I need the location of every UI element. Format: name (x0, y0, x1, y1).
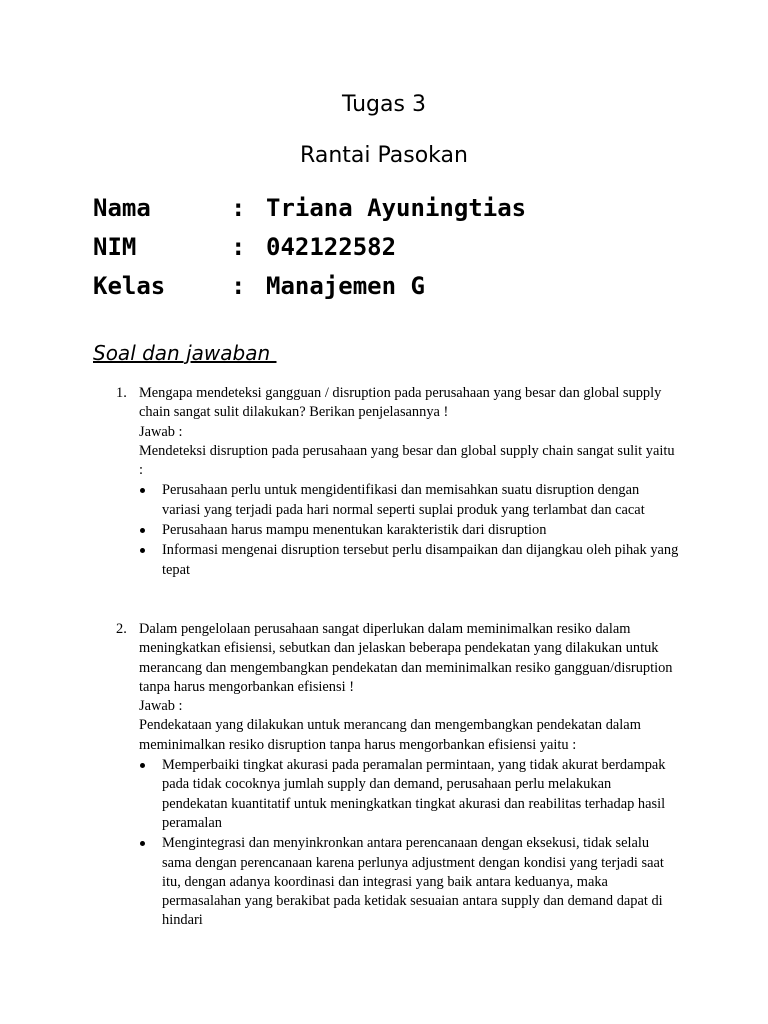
bullet-text: Memperbaiki tingkat akurasi pada peramalan permintaan, yang tidak akurat berdampak pada tidak cocoknya jumlah supply dan demand, perusahaan perlu melakukan pendekatan kuantitatif untuk meningkatkan tingkat akurasi dan reabilitas terhadap hasil peramalan (162, 757, 666, 831)
bullet-text: Mengintegrasi dan menyinkronkan antara perencanaan dengan eksekusi, tidak selalu sama dengan perencanaan karena perlunya adjustment dengan kondisi yang terjadi saat itu, dengan adanya koordinasi dan integrasi yang baik antara keduanya, maka permasalahan yang berakibat pada ketidak sesuaian antara supply dan demand dapat di hindari (162, 835, 664, 929)
student-info (93, 193, 526, 310)
bullet-text: Perusahaan perlu untuk mengidentifikasi dan memisahkan suatu disruption dengan variasi yang terjadi pada hari normal seperti suplai produk yang terlambat dan cacat (162, 482, 645, 518)
question-item (0, 384, 679, 580)
document-subtitle: Rantai Pasokan (300, 143, 468, 168)
answer-bullet-list (139, 481, 679, 579)
section-heading: Soal dan jawaban (93, 341, 277, 365)
nim-value: 042122582 (266, 233, 397, 261)
question-text: Dalam pengelolaan perusahaan sangat diperlukan dalam meminimalkan resiko dalam meningkatkan efisiensi, sebutkan dan jelaskan beberapa pendekatan yang dilakukan untuk merancang dan mengembangkan pendekatan dan meminimalkan resiko gangguan/disruption tanpa harus mengorbankan efisiensi ! (139, 621, 673, 695)
class-colon: : (231, 272, 246, 300)
nim-colon: : (231, 233, 246, 261)
question-item (0, 620, 679, 931)
bullet-icon (140, 548, 145, 553)
answer-bullet (139, 834, 679, 930)
answer-bullet (139, 541, 679, 580)
question-number: 1. (116, 385, 127, 401)
name-value: Triana Ayuningtias (266, 194, 527, 222)
bullet-icon (140, 488, 145, 493)
bullet-icon (140, 528, 145, 533)
name-label: Nama (93, 194, 151, 222)
nim-label: NIM (93, 233, 137, 261)
answer-bullet-list (139, 756, 679, 931)
answer-intro: Pendekataan yang dilakukan untuk merancang dan mengembangkan pendekatan dalam meminimalkan resiko disruption tanpa harus mengorbankan efisiensi yaitu : (139, 717, 641, 753)
bullet-icon (140, 841, 145, 846)
class-value: Manajemen G (266, 272, 425, 300)
bullet-text: Informasi mengenai disruption tersebut perlu disampaikan dan dijangkau oleh pihak yang tepat (162, 542, 679, 578)
answer-bullet (139, 756, 679, 833)
student-name-row (93, 193, 526, 232)
class-label: Kelas (93, 272, 166, 300)
bullet-icon (140, 763, 145, 768)
question-number: 2. (116, 621, 127, 637)
bullet-text: Perusahaan harus mampu menentukan karakteristik dari disruption (162, 522, 547, 539)
question-block-2 (0, 620, 768, 931)
answer-intro: Mendeteksi disruption pada perusahaan yang besar dan global supply chain sangat sulit yaitu : (139, 442, 675, 479)
answer-label: Jawab : (139, 423, 183, 440)
document-title: Tugas 3 (342, 92, 426, 117)
student-nim-row (93, 232, 526, 271)
question-block-1 (0, 384, 768, 580)
answer-bullet (139, 521, 679, 540)
answer-label: Jawab : (139, 698, 183, 715)
question-text: Mengapa mendeteksi gangguan / disruption pada perusahaan yang besar dan global supply chain sangat sulit dilakukan? Berikan penjelasannya ! (139, 385, 662, 421)
name-colon: : (231, 194, 246, 222)
answer-bullet (139, 481, 679, 520)
student-class-row (93, 271, 526, 310)
